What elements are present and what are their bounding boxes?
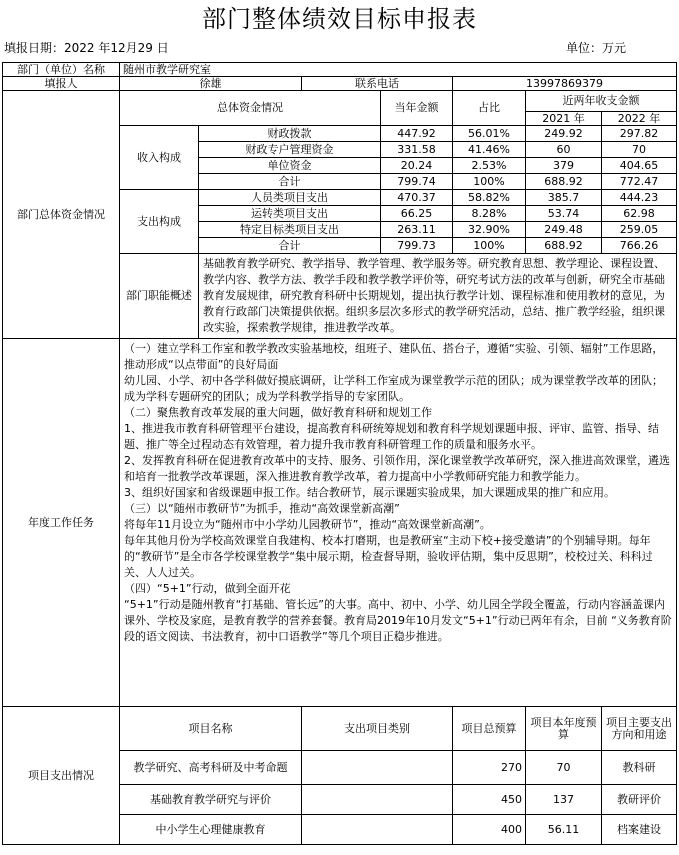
fill-date-label: 填报日期：: [4, 41, 65, 55]
expense-2021: 53.74: [526, 206, 602, 222]
performance-table: [2, 62, 677, 845]
income-ratio: 2.53%: [453, 158, 526, 174]
project-annual-header: 项目本年度预算: [526, 707, 602, 751]
form-title: 部门整体绩效目标申报表: [202, 5, 477, 33]
expense-ratio: 8.28%: [453, 206, 526, 222]
expense-ratio: 58.82%: [453, 190, 526, 206]
annual-paragraph: 将每年11月设立为“随州市中小学幼儿园教研节”，推动“高效课堂新高潮”。: [124, 518, 491, 531]
expense-ratio: 100%: [453, 238, 526, 254]
recent-header: 近两年收支金额: [526, 91, 677, 112]
income-current: 331.58: [381, 142, 453, 158]
income-name: 财政专户管理资金: [199, 142, 381, 158]
annual-paragraph: 3、组织好国家和省级课题申报工作。结合教研节，展示课题实验成果，加大课题成果的推广和应用。: [124, 486, 615, 499]
annual-label: 年度工作任务: [3, 339, 120, 707]
funds-header-row: [3, 91, 677, 112]
project-purpose-header: 项目主要支出方向和用途: [602, 707, 677, 751]
annual-paragraph: （一）建立学科工作室和教学教改实验基地校，组班子、建队伍、搭台子，遵循“实验、引领、辐射”工作思路，推动形成“以点带面”的良好局面: [124, 342, 664, 371]
project-purpose: 教科研: [602, 751, 677, 785]
fill-date-value: 2022 年12月29 日: [64, 41, 169, 55]
overall-header: 总体资金情况: [120, 91, 381, 126]
annual-paragraph: （二）聚焦教育改革发展的重大问题，做好教育科研和规划工作: [124, 406, 432, 419]
expense-name: 合计: [199, 238, 381, 254]
income-2021: 60: [526, 142, 602, 158]
filler-label: 填报人: [3, 77, 120, 91]
expense-2022: 259.05: [602, 222, 677, 238]
project-annual: 137: [526, 785, 602, 815]
project-name: 教学研究、高考科研及中考命题: [120, 751, 302, 785]
expense-2022: 444.23: [602, 190, 677, 206]
expense-name: 人员类项目支出: [199, 190, 381, 206]
expense-label: 支出构成: [120, 190, 199, 254]
income-name: 合计: [199, 174, 381, 190]
expense-2021: 385.7: [526, 190, 602, 206]
project-total: 270: [453, 751, 526, 785]
year-2022-header: 2022 年: [602, 112, 677, 126]
expense-2021: 688.92: [526, 238, 602, 254]
project-name-header: 项目名称: [120, 707, 302, 751]
expense-ratio: 32.90%: [453, 222, 526, 238]
expense-current: 263.11: [381, 222, 453, 238]
income-2022: 70: [602, 142, 677, 158]
project-total: 400: [453, 815, 526, 845]
income-name: 财政拨款: [199, 126, 381, 142]
project-category: [302, 815, 453, 845]
dept-name: 随州市教学研究室: [120, 63, 677, 77]
expense-name: 特定目标类项目支出: [199, 222, 381, 238]
income-2021: 688.92: [526, 174, 602, 190]
project-category: [302, 751, 453, 785]
annual-paragraph: “5+1”行动是随州教育“打基础、管长远”的大事。高中、初中、小学、幼儿园全学段全覆盖，行动内容涵盖课内课外、学校及家庭，是教育教学的营养套餐。教育局2019年10月发文“5+1”行动已两年有余，目前 “义务教育阶段的语文阅读、书法教育，初中口语教学”等几个项目正稳步推进。: [124, 598, 672, 643]
project-category: [302, 785, 453, 815]
annual-row: [3, 339, 677, 707]
phone-number: 13997869379: [453, 77, 677, 91]
income-current: 20.24: [381, 158, 453, 174]
project-total: 450: [453, 785, 526, 815]
filler-name: 徐雄: [120, 77, 302, 91]
annual-text: [120, 339, 677, 707]
unit-label: 单位：万元: [566, 41, 627, 55]
expense-2021: 249.48: [526, 222, 602, 238]
income-2021: 249.92: [526, 126, 602, 142]
project-purpose: 档案建设: [602, 815, 677, 845]
income-ratio: 41.46%: [453, 142, 526, 158]
project-purpose: 教研评价: [602, 785, 677, 815]
function-label: 部门职能概述: [120, 254, 199, 339]
year-2021-header: 2021 年: [526, 112, 602, 126]
expense-current: 66.25: [381, 206, 453, 222]
ratio-header: 占比: [453, 91, 526, 126]
annual-paragraph: （三）以“随州市教研节”为抓手，推动“高效课堂新高潮”: [124, 502, 400, 515]
income-current: 447.92: [381, 126, 453, 142]
expense-current: 799.73: [381, 238, 453, 254]
income-current: 799.74: [381, 174, 453, 190]
project-category-header: 支出项目类别: [302, 707, 453, 751]
income-ratio: 100%: [453, 174, 526, 190]
function-text: 基础教育教学研究、教学指导、教学管理、教学服务等。研究教育思想、教学理论、课程设置、教学内容、教学方法、教学手段和教学教学评价等，研究考试方法的改革与创新，研究全市基础教育发展规律，研究教育科研中长期规划，提出执行教学计划、课程标准和使用教材的意见，为教育行政部门决策提供依据。组织多层次多形式的教学研究活动，总结、推广教学经验，组织课改实验，探索教学规律，推进教学改革。: [199, 254, 677, 339]
funds-section-label: 部门总体资金情况: [3, 91, 120, 339]
income-ratio: 56.01%: [453, 126, 526, 142]
projects-label: 项目支出情况: [3, 707, 120, 845]
income-name: 单位资金: [199, 158, 381, 174]
current-header: 当年金额: [381, 91, 453, 126]
expense-2022: 62.98: [602, 206, 677, 222]
phone-label: 联系电话: [302, 77, 453, 91]
expense-2022: 766.26: [602, 238, 677, 254]
project-annual: 56.11: [526, 815, 602, 845]
annual-paragraph: 1、推进我市教育科研管理平台建设，提高教育科研统筹规划和教育科学规划课题申报、评审、监管、指导、结题、推广等全过程动态有效管理，着力提升我市教育科研管理工作的质量和服务水平。: [124, 422, 659, 451]
income-label: 收入构成: [120, 126, 199, 190]
annual-paragraph: 幼儿园、小学、初中各学科做好摸底调研，让学科工作室成为课堂教学示范的团队；成为课堂教学改革的团队；成为学科专题研究的团队；成为学科教学指导的专家团队。: [124, 374, 663, 403]
expense-name: 运转类项目支出: [199, 206, 381, 222]
income-2021: 379: [526, 158, 602, 174]
contact-row: [3, 77, 677, 91]
fill-date: [4, 38, 169, 58]
dept-label: 部门（单位）名称: [3, 63, 120, 77]
annual-paragraph: 每年其他月份为学校高效课堂自我建构、校本打磨期，也是教研室“主动下校+接受邀请”的个别辅导期。每年的“教研节”是全市各学校课堂教学“集中展示期，检查督导期，验收评估期，集中反思期”，校校过关、科科过关、人人过关。: [124, 534, 653, 579]
project-name: 基础教育教学研究与评价: [120, 785, 302, 815]
annual-paragraph: （四）“5+1”行动，做到全面开花: [124, 582, 291, 595]
income-2022: 297.82: [602, 126, 677, 142]
expense-current: 470.37: [381, 190, 453, 206]
project-annual: 70: [526, 751, 602, 785]
project-name: 中小学生心理健康教育: [120, 815, 302, 845]
annual-paragraph: 2、发挥教育科研在促进教育改革中的支持、服务、引领作用，深化课堂教学改革研究，深入推进高效课堂，遴选和培育一批教学改革课题，深入推进教育教学改革，着力提高中小学教师研究能力和教学能力。: [124, 454, 670, 483]
income-2022: 772.47: [602, 174, 677, 190]
dept-row: [3, 63, 677, 77]
projects-header-row: [3, 707, 677, 751]
project-total-header: 项目总预算: [453, 707, 526, 751]
income-2022: 404.65: [602, 158, 677, 174]
